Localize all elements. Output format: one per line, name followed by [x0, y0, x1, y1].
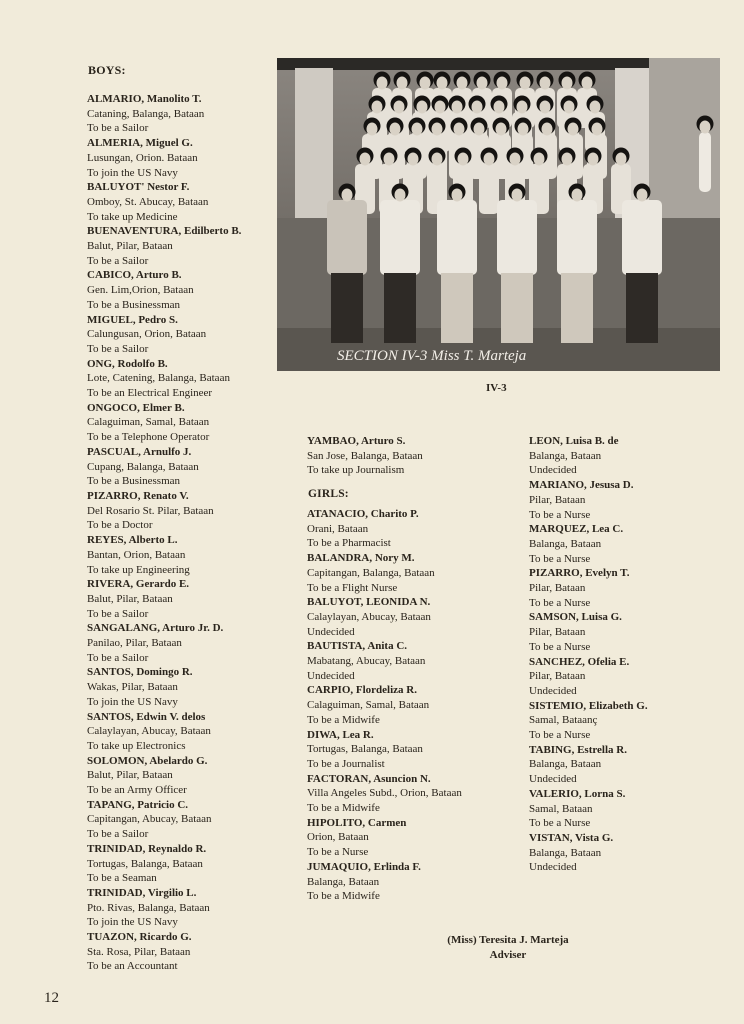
- student-name: SANCHEZ, Ofelia E.: [529, 655, 630, 668]
- student-address: Calungusan, Orion, Bataan: [87, 328, 207, 341]
- student-entry: [87, 577, 277, 621]
- student-goal: To be a Midwife: [307, 802, 380, 815]
- person-figure: [437, 200, 477, 275]
- person-face: [367, 123, 378, 136]
- student-entry: [87, 665, 277, 709]
- person-face: [417, 101, 428, 114]
- person-figure: [497, 200, 537, 275]
- student-name: ATANACIO, Charito P.: [307, 508, 419, 520]
- person-face: [592, 123, 603, 136]
- person-face: [454, 123, 465, 136]
- person-face: [510, 153, 521, 166]
- student-goal: To be a Nurse: [307, 846, 369, 859]
- student-entry: [307, 434, 507, 478]
- student-address: Panilao, Pilar, Bataan: [87, 637, 182, 650]
- student-name: REYES, Alberto L.: [87, 534, 178, 547]
- student-goal: To be an Army Officer: [87, 784, 187, 797]
- person-face: [477, 77, 488, 90]
- student-goal: To be a Journalist: [307, 757, 385, 770]
- student-goal: To be a Nurse: [529, 640, 591, 653]
- student-goal: Undecided: [307, 669, 355, 682]
- person-face: [534, 153, 545, 166]
- student-name: BALUYOT, LEONIDA N.: [307, 596, 431, 609]
- person-legs: [441, 273, 473, 343]
- student-goal: To be a Sailor: [87, 651, 149, 664]
- person-figure: [557, 200, 597, 275]
- student-name: BUENAVENTURA, Edilberto B.: [87, 225, 242, 238]
- adviser-role: Adviser: [489, 949, 527, 961]
- boys-heading: BOYS:: [88, 63, 126, 77]
- person-face: [435, 101, 446, 114]
- page-number: 12: [44, 990, 59, 1006]
- student-goal: To join the US Navy: [87, 695, 178, 708]
- student-entry: [529, 610, 719, 654]
- person-face: [542, 123, 553, 136]
- student-entry: [87, 357, 277, 401]
- person-face: [342, 189, 353, 202]
- person-face: [384, 153, 395, 166]
- student-goal: To be a Midwife: [307, 890, 380, 903]
- student-entry: [307, 860, 507, 904]
- student-goal: Undecided: [529, 861, 577, 874]
- student-address: Balanga, Bataan: [529, 537, 602, 550]
- student-goal: To be a Nurse: [529, 508, 591, 521]
- student-goal: To be a Sailor: [87, 828, 149, 841]
- student-goal: To be a Nurse: [529, 817, 591, 830]
- student-entry: [529, 478, 719, 522]
- student-entry: [87, 136, 277, 180]
- student-name: JUMAQUIO, Erlinda F.: [307, 860, 421, 873]
- student-name: SANGALANG, Arturo Jr. D.: [87, 622, 224, 635]
- student-entry: [87, 180, 277, 224]
- student-entry: [87, 886, 277, 930]
- person-face: [457, 77, 468, 90]
- student-address: Tortugas, Balanga, Bataan: [87, 857, 203, 870]
- student-name: SAMSON, Luisa G.: [529, 611, 622, 624]
- person-face: [582, 77, 593, 90]
- student-address: Sta. Rosa, Pilar, Bataan: [87, 945, 191, 958]
- student-name: SOLOMON, Abelardo G.: [87, 754, 208, 767]
- student-address: Calaylayan, Abucay, Bataan: [87, 725, 211, 738]
- student-goal: Undecided: [529, 464, 577, 477]
- person-face: [395, 189, 406, 202]
- student-name: TABING, Estrella R.: [529, 743, 627, 756]
- person-face: [494, 101, 505, 114]
- student-name: MIGUEL, Pedro S.: [87, 313, 178, 326]
- student-goal: To be a Sailor: [87, 607, 149, 620]
- student-name: PASCUAL, Arnulfo J.: [87, 445, 192, 458]
- boys-list-continued: [307, 434, 507, 478]
- person-face: [497, 77, 508, 90]
- person-figure: [622, 200, 662, 275]
- person-figure: [699, 132, 711, 192]
- student-address: Del Rosario St. Pilar, Bataan: [87, 504, 214, 517]
- student-entry: [87, 930, 277, 974]
- student-entry: [529, 522, 719, 566]
- person-face: [432, 153, 443, 166]
- person-face: [452, 189, 463, 202]
- person-face: [377, 77, 388, 90]
- student-address: Balanga, Bataan: [529, 846, 602, 859]
- student-entry: [529, 743, 719, 787]
- person-face: [518, 123, 529, 136]
- student-name: TRINIDAD, Virgilio L.: [87, 886, 197, 899]
- photo-inscription: SECTION IV-3 Miss T. Marteja: [337, 348, 527, 364]
- person-face: [408, 153, 419, 166]
- student-name: HIPOLITO, Carmen: [307, 816, 407, 829]
- person-legs: [561, 273, 593, 343]
- student-entry: [87, 92, 277, 136]
- student-entry: [87, 842, 277, 886]
- student-entry: [87, 533, 277, 577]
- student-address: Pilar, Bataan: [529, 670, 586, 683]
- student-name: TAPANG, Patricio C.: [87, 798, 189, 811]
- student-address: Bantan, Orion, Bataan: [87, 548, 186, 561]
- person-face: [390, 123, 401, 136]
- student-goal: Undecided: [307, 625, 355, 638]
- student-entry: [307, 728, 507, 772]
- student-entry: [87, 710, 277, 754]
- student-address: Samal, Bataanç: [529, 714, 598, 727]
- girls-list-2: [529, 434, 719, 875]
- student-address: Cataning, Balanga, Bataan: [87, 107, 205, 120]
- student-entry: [87, 754, 277, 798]
- student-name: ONG, Rodolfo B.: [87, 357, 168, 370]
- student-address: Omboy, St. Abucay, Bataan: [87, 195, 209, 208]
- person-face: [572, 189, 583, 202]
- student-entry: [307, 772, 507, 816]
- student-address: Cupang, Balanga, Bataan: [87, 460, 199, 473]
- student-name: TUAZON, Ricardo G.: [87, 931, 192, 944]
- student-address: Pilar, Bataan: [529, 626, 586, 639]
- person-face: [452, 101, 463, 114]
- person-legs: [384, 273, 416, 343]
- person-face: [397, 77, 408, 90]
- adviser-block: [420, 933, 596, 963]
- student-entry: [87, 621, 277, 665]
- student-name: FACTORAN, Asuncion N.: [307, 772, 431, 785]
- person-face: [588, 153, 599, 166]
- student-entry: [529, 655, 719, 699]
- person-face: [496, 123, 507, 136]
- student-address: Tortugas, Balanga, Bataan: [307, 743, 423, 756]
- student-goal: To take up Engineering: [87, 563, 190, 576]
- person-face: [474, 123, 485, 136]
- person-legs: [501, 273, 533, 343]
- student-entry: [529, 787, 719, 831]
- person-face: [372, 101, 383, 114]
- student-goal: To be a Sailor: [87, 254, 149, 267]
- student-entry: [87, 489, 277, 533]
- student-entry: [529, 831, 719, 875]
- adviser-name: (Miss) Teresita J. Marteja: [447, 934, 569, 946]
- person-legs: [331, 273, 363, 343]
- student-entry: [307, 639, 507, 683]
- student-entry: [529, 434, 719, 478]
- student-name: CARPIO, Flordeliza R.: [307, 684, 417, 697]
- person-face: [394, 101, 405, 114]
- person-face: [564, 101, 575, 114]
- student-goal: To join the US Navy: [87, 916, 178, 929]
- student-address: Calaylayan, Abucay, Bataan: [307, 610, 431, 623]
- person-face: [472, 101, 483, 114]
- photo-label: IV-3: [486, 382, 507, 394]
- student-address: Mabatang, Abucay, Bataan: [307, 655, 426, 668]
- student-address: Orion, Bataan: [307, 831, 369, 844]
- student-name: ALMARIO, Manolito T.: [87, 93, 202, 105]
- student-name: DIWA, Lea R.: [307, 728, 374, 741]
- person-face: [512, 189, 523, 202]
- student-address: Orani, Bataan: [307, 522, 369, 535]
- student-address: Balanga, Bataan: [529, 449, 602, 462]
- person-face: [590, 101, 601, 114]
- student-goal: To be a Businessman: [87, 298, 181, 311]
- student-name: PIZARRO, Renato V.: [87, 489, 189, 502]
- student-address: Lusungan, Orion. Bataan: [87, 151, 198, 164]
- student-address: Balanga, Bataan: [529, 758, 602, 771]
- student-entry: [307, 683, 507, 727]
- student-goal: To take up Journalism: [307, 464, 405, 477]
- student-name: MARIANO, Jesusa D.: [529, 479, 634, 492]
- person-face: [360, 153, 371, 166]
- student-name: CABICO, Arturo B.: [87, 269, 182, 282]
- student-goal: To be an Accountant: [87, 960, 178, 973]
- student-name: SANTOS, Domingo R.: [87, 666, 193, 679]
- student-entry: [87, 313, 277, 357]
- person-face: [437, 77, 448, 90]
- student-entry: [307, 816, 507, 860]
- student-address: Calaguiman, Samal, Bataan: [307, 699, 430, 712]
- student-address: Pilar, Bataan: [529, 493, 586, 506]
- student-name: BALUYOT' Nestor F.: [87, 181, 190, 194]
- person-face: [412, 123, 423, 136]
- person-face: [562, 77, 573, 90]
- student-name: BAUTISTA, Anita C.: [307, 640, 408, 653]
- student-name: YAMBAO, Arturo S.: [307, 435, 406, 447]
- person-legs: [626, 273, 658, 343]
- student-address: Wakas, Pilar, Bataan: [87, 681, 178, 694]
- person-face: [540, 77, 551, 90]
- person-face: [540, 101, 551, 114]
- student-goal: To be a Businessman: [87, 475, 181, 488]
- student-name: MARQUEZ, Lea C.: [529, 523, 624, 536]
- student-goal: To be a Nurse: [529, 596, 591, 609]
- person-figure: [327, 200, 367, 275]
- person-face: [637, 189, 648, 202]
- student-goal: To be a Nurse: [529, 552, 591, 565]
- student-entry: [87, 445, 277, 489]
- student-goal: To join the US Navy: [87, 166, 178, 179]
- student-address: Pto. Rivas, Balanga, Bataan: [87, 901, 210, 914]
- student-entry: [87, 798, 277, 842]
- person-face: [420, 77, 431, 90]
- person-face: [517, 101, 528, 114]
- person-face: [458, 153, 469, 166]
- student-name: SISTEMIO, Elizabeth G.: [529, 699, 648, 712]
- student-goal: To be a Sailor: [87, 122, 149, 135]
- student-name: ALMERIA, Miguel G.: [87, 137, 193, 150]
- class-photo: [277, 58, 720, 371]
- student-address: Villa Angeles Subd., Orion, Bataan: [307, 787, 462, 800]
- person-face: [520, 77, 531, 90]
- student-goal: To be a Seaman: [87, 872, 157, 885]
- student-address: Lote, Catening, Balanga, Bataan: [87, 372, 230, 385]
- student-address: Calaguiman, Samal, Bataan: [87, 416, 210, 429]
- student-address: Pilar, Bataan: [529, 582, 586, 595]
- student-name: ONGOCO, Elmer B.: [87, 401, 185, 414]
- student-entry: [307, 551, 507, 595]
- student-goal: To be a Doctor: [87, 519, 153, 532]
- student-address: Capitangan, Balanga, Bataan: [307, 566, 435, 579]
- student-name: LEON, Luisa B. de: [529, 435, 619, 447]
- student-address: San Jose, Balanga, Bataan: [307, 449, 423, 462]
- person-face: [484, 153, 495, 166]
- person-face: [700, 121, 711, 134]
- student-address: Capitangan, Abucay, Bataan: [87, 813, 212, 826]
- student-entry: [307, 595, 507, 639]
- student-address: Samal, Bataan: [529, 802, 593, 815]
- student-address: Balut, Pilar, Bataan: [87, 592, 173, 605]
- person-face: [562, 153, 573, 166]
- student-entry: [307, 507, 507, 551]
- student-goal: Undecided: [529, 684, 577, 697]
- student-goal: To be a Telephone Operator: [87, 431, 210, 444]
- student-goal: To take up Electronics: [87, 739, 186, 752]
- person-face: [568, 123, 579, 136]
- student-name: RIVERA, Gerardo E.: [87, 578, 190, 591]
- student-name: SANTOS, Edwin V. delos: [87, 710, 206, 723]
- person-figure: [479, 164, 499, 214]
- student-address: Balut, Pilar, Bataan: [87, 769, 173, 782]
- person-face: [616, 153, 627, 166]
- student-name: PIZARRO, Evelyn T.: [529, 567, 630, 580]
- student-entry: [529, 699, 719, 743]
- student-name: VISTAN, Vista G.: [529, 831, 614, 844]
- girls-heading: GIRLS:: [308, 488, 349, 500]
- student-goal: To be a Nurse: [529, 729, 591, 742]
- student-goal: To be a Pharmacist: [307, 537, 391, 550]
- girls-list-1: [307, 507, 507, 904]
- student-entry: [87, 268, 277, 312]
- student-goal: To be a Midwife: [307, 713, 380, 726]
- student-goal: To be a Sailor: [87, 342, 149, 355]
- student-entry: [87, 401, 277, 445]
- boys-list: [87, 92, 277, 974]
- person-face: [432, 123, 443, 136]
- student-address: Balut, Pilar, Bataan: [87, 240, 173, 253]
- student-goal: To be a Flight Nurse: [307, 581, 398, 594]
- student-goal: Undecided: [529, 773, 577, 786]
- student-entry: [87, 224, 277, 268]
- person-figure: [380, 200, 420, 275]
- student-entry: [529, 566, 719, 610]
- student-goal: To be an Electrical Engineer: [87, 387, 213, 400]
- student-goal: To take up Medicine: [87, 210, 178, 223]
- class-photo-image: [277, 58, 720, 371]
- student-address: Balanga, Bataan: [307, 875, 380, 888]
- student-name: TRINIDAD, Reynaldo R.: [87, 842, 207, 855]
- student-name: BALANDRA, Nory M.: [307, 552, 415, 565]
- student-name: VALERIO, Lorna S.: [529, 787, 626, 800]
- student-address: Gen. Lim,Orion, Bataan: [87, 284, 194, 297]
